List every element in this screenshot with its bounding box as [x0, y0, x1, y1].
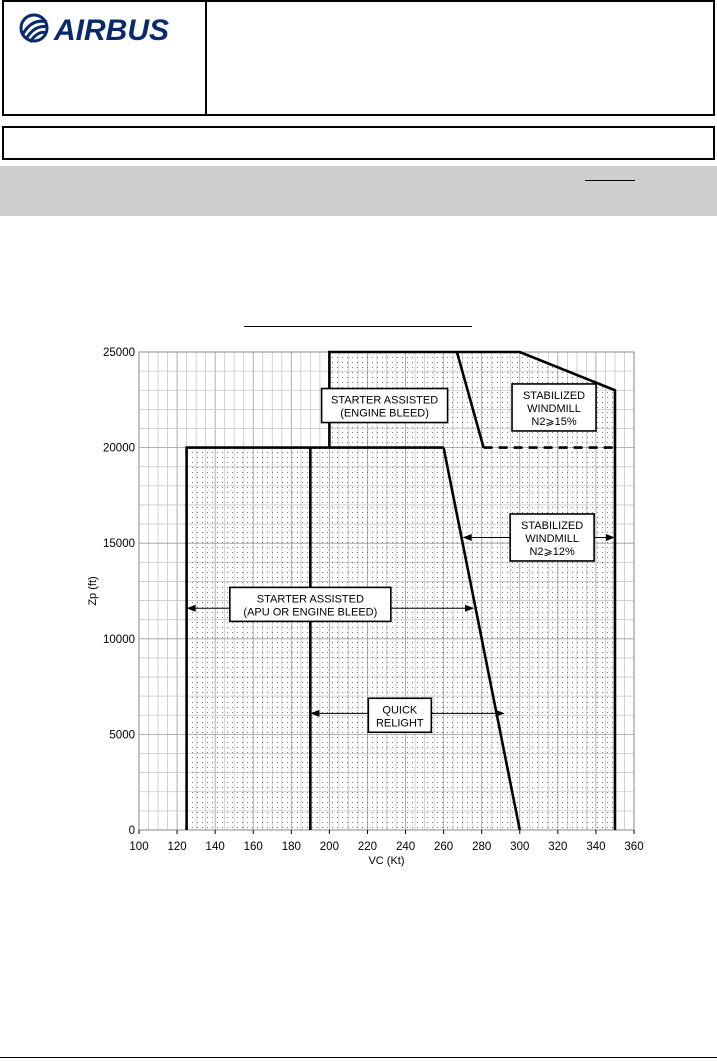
region-label-text: STARTER ASSISTED: [256, 593, 364, 606]
region-label-text: STABILIZED: [522, 389, 586, 402]
y-tick-label: 5000: [109, 729, 135, 742]
y-tick-label: 20000: [103, 442, 135, 455]
x-tick-label: 200: [319, 841, 339, 853]
y-tick-label: 15000: [103, 538, 135, 551]
x-tick-label: 280: [472, 841, 492, 853]
region-label-2: [322, 389, 448, 423]
region-label-3: [512, 384, 596, 431]
x-tick-label: 180: [281, 841, 301, 853]
x-tick-label: 120: [167, 841, 187, 853]
region-label-text: STARTER ASSISTED: [331, 394, 439, 407]
x-tick-label: 320: [548, 841, 568, 853]
region-label-text: (ENGINE BLEED): [340, 407, 429, 420]
x-tick-label: 160: [243, 841, 263, 853]
region-label-text: N2⩾12%: [529, 545, 575, 558]
x-tick-label: 300: [510, 841, 530, 853]
y-tick-label: 0: [128, 825, 135, 837]
region-label-text: (APU OR ENGINE BLEED): [243, 606, 378, 619]
x-tick-label: 260: [434, 841, 454, 853]
x-tick-label: 140: [205, 841, 225, 853]
x-tick-label: 100: [129, 841, 149, 853]
y-axis-label: Zp (ft): [87, 576, 99, 606]
region-label-text: STABILIZED: [521, 519, 584, 532]
y-tick-label: 25000: [103, 347, 135, 359]
region-label-text: QUICK: [382, 704, 418, 717]
x-tick-label: 340: [586, 841, 606, 853]
x-axis-label: VC (Kt): [368, 855, 405, 867]
region-label-text: RELIGHT: [375, 717, 424, 730]
y-tick-label: 10000: [103, 633, 135, 646]
x-tick-label: 240: [395, 841, 416, 853]
x-tick-label: 360: [624, 841, 644, 853]
region-label-text: WINDMILL: [527, 402, 581, 415]
x-tick-label: 220: [357, 841, 378, 853]
region-label-text: WINDMILL: [525, 532, 580, 545]
logo-text: AIRBUS: [54, 14, 170, 46]
region-label-text: N2⩾15%: [531, 415, 577, 428]
footer-rule: [0, 1057, 717, 1058]
